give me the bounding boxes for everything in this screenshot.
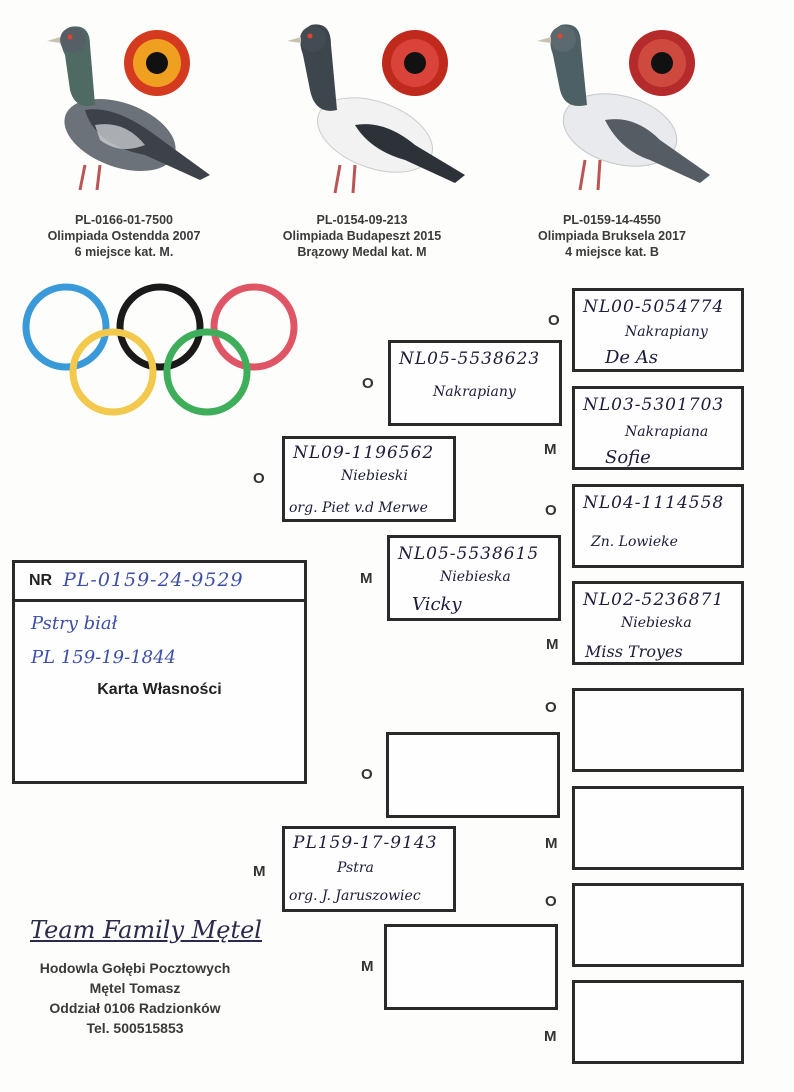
ring-red bbox=[214, 287, 294, 367]
ownership-card bbox=[12, 560, 307, 784]
signature: Team Family Mętel bbox=[30, 916, 262, 944]
mother-box bbox=[282, 826, 456, 912]
breeder-line-1: Hodowla Gołębi Pocztowych bbox=[39, 960, 231, 976]
eye-icon bbox=[629, 30, 695, 96]
ring-green bbox=[167, 332, 247, 412]
ggp2-ring: NL03-5301703 bbox=[583, 395, 725, 415]
eye-icon bbox=[124, 30, 190, 96]
gp1-sex: O bbox=[362, 375, 374, 392]
nr-row bbox=[15, 563, 304, 602]
ring-black bbox=[120, 287, 200, 367]
card-owner-ring: PL 159-19-1844 bbox=[31, 647, 177, 668]
ggp4-box bbox=[572, 581, 744, 665]
nr-value: PL-0159-24-9529 bbox=[63, 569, 244, 591]
card-color: Pstry biał bbox=[31, 613, 118, 634]
ggp8-sex: M bbox=[544, 1028, 557, 1045]
ggp7-box[interactable] bbox=[572, 883, 744, 967]
ggp1-color: Nakrapiany bbox=[625, 324, 708, 340]
ggp7-sex: O bbox=[545, 893, 557, 910]
ggp4-ring: NL02-5236871 bbox=[583, 590, 725, 610]
bird-1-event: Olimpiada Ostendda 2007 bbox=[47, 229, 201, 243]
ggp5-sex: O bbox=[545, 699, 557, 716]
bird-3-ring: PL-0159-14-4550 bbox=[563, 213, 661, 227]
ggp1-sex: O bbox=[548, 312, 560, 329]
bird-3-event: Olimpiada Bruksela 2017 bbox=[538, 229, 686, 243]
gp2-sex: M bbox=[360, 570, 373, 587]
breeder-info bbox=[0, 958, 270, 1038]
gp4-box[interactable] bbox=[384, 924, 558, 1010]
nr-label: NR bbox=[29, 572, 53, 589]
gp4-sex: M bbox=[361, 958, 374, 975]
ggp1-ring: NL00-5054774 bbox=[583, 297, 725, 317]
ggp2-name: Sofie bbox=[605, 447, 651, 468]
bird-2-result: Brązowy Medal kat. M bbox=[297, 245, 427, 259]
bird-1-caption bbox=[14, 212, 234, 260]
father-color: Niebieski bbox=[341, 468, 408, 484]
ggp2-color: Nakrapiana bbox=[625, 424, 709, 440]
bird-3-result: 4 miejsce kat. B bbox=[565, 245, 659, 259]
gp2-name: Vicky bbox=[412, 594, 462, 615]
gp1-color: Nakrapiany bbox=[433, 384, 516, 400]
ggp4-color: Niebieska bbox=[621, 615, 692, 631]
ggp6-box[interactable] bbox=[572, 786, 744, 870]
father-ring: NL09-1196562 bbox=[293, 443, 435, 463]
gp2-box bbox=[387, 535, 561, 621]
ggp1-name: De As bbox=[605, 347, 659, 368]
ggp3-color: Zn. Lowieke bbox=[591, 534, 678, 550]
father-box bbox=[282, 436, 456, 522]
ggp1-box bbox=[572, 288, 744, 372]
father-sex: O bbox=[253, 470, 265, 487]
mother-sex: M bbox=[253, 863, 266, 880]
gp3-box[interactable] bbox=[386, 732, 560, 818]
ggp2-box bbox=[572, 386, 744, 470]
gp2-color: Niebieska bbox=[440, 569, 511, 585]
ring-blue bbox=[26, 287, 106, 367]
bird-1-result: 6 miejsce kat. M. bbox=[74, 245, 174, 259]
mother-name: org. J. Jaruszowiec bbox=[289, 888, 421, 904]
ggp3-box bbox=[572, 484, 744, 568]
bird-3-picture bbox=[520, 15, 720, 205]
breeder-line-3: Oddział 0106 Radzionków bbox=[49, 1000, 221, 1016]
bird-2-ring: PL-0154-09-213 bbox=[316, 213, 408, 227]
olympic-rings bbox=[20, 282, 305, 422]
ggp4-name: Miss Troyes bbox=[585, 642, 683, 661]
eye-icon bbox=[382, 30, 448, 96]
ggp8-box[interactable] bbox=[572, 980, 744, 1064]
breeder-line-4: Tel. 500515853 bbox=[86, 1020, 184, 1036]
bird-2-event: Olimpiada Budapeszt 2015 bbox=[282, 229, 442, 243]
ggp6-sex: M bbox=[545, 835, 558, 852]
mother-ring: PL159-17-9143 bbox=[293, 833, 438, 853]
ggp2-sex: M bbox=[544, 441, 557, 458]
gp2-ring: NL05-5538615 bbox=[398, 544, 540, 564]
bird-2-picture bbox=[275, 15, 475, 205]
mother-color: Pstra bbox=[337, 860, 374, 876]
ggp4-sex: M bbox=[546, 636, 559, 653]
gp3-sex: O bbox=[361, 766, 373, 783]
gp1-ring: NL05-5538623 bbox=[399, 349, 541, 369]
father-name: org. Piet v.d Merwe bbox=[289, 500, 428, 516]
bird-3-caption bbox=[502, 212, 722, 260]
ggp3-sex: O bbox=[545, 502, 557, 519]
bird-1-ring: PL-0166-01-7500 bbox=[75, 213, 173, 227]
bird-2-caption bbox=[252, 212, 472, 260]
card-title: Karta Własności bbox=[97, 681, 222, 698]
ggp3-ring: NL04-1114558 bbox=[583, 493, 725, 513]
breeder-line-2: Mętel Tomasz bbox=[89, 980, 181, 996]
ring-yellow bbox=[73, 332, 153, 412]
ggp5-box[interactable] bbox=[572, 688, 744, 772]
bird-1-picture bbox=[25, 15, 225, 205]
gp1-box bbox=[388, 340, 562, 426]
